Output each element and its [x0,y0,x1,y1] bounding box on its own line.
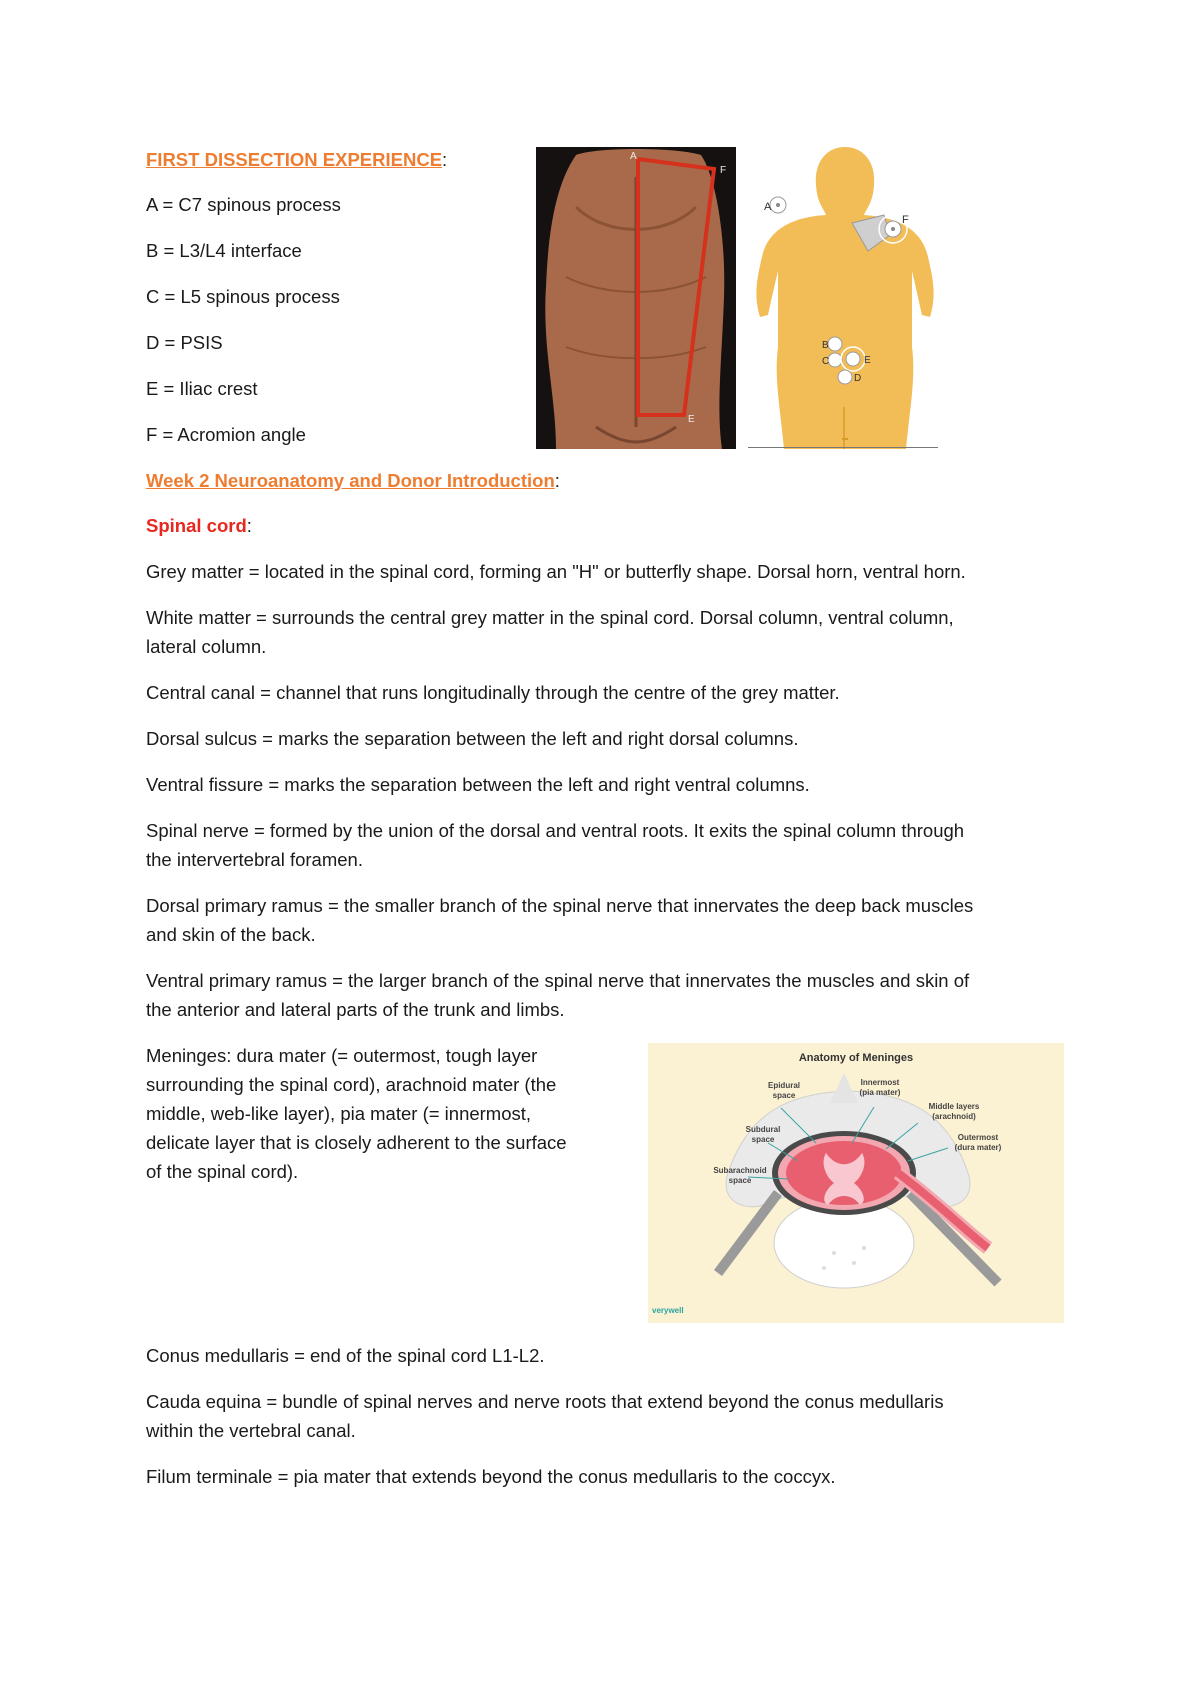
label-outermost-1: Outermost [957,1133,999,1142]
meninges-figure-image [648,1043,1064,1323]
label-subarachnoid-2: space [728,1176,752,1185]
diagram-label-f: F [902,214,909,226]
landmark-body-diagram [752,147,938,449]
ventral-fissure-definition: Ventral fissure = marks the separation between the left and right ventral columns. [146,774,810,795]
photo-label-f: F [720,165,727,176]
label-innermost-1: Innermost [860,1078,900,1087]
meninges-definition-line1: Meninges: dura mater (= outermost, tough layer [146,1045,538,1066]
diagram-baseline [748,447,938,448]
grey-matter-definition: Grey matter = located in the spinal cord, forming an "H" or butterfly shape. Dorsal horn, ventral horn. [146,561,966,582]
label-middle-1: Middle layers [928,1102,980,1111]
photo-label-a: A [630,151,637,162]
photo-label-e: E [688,414,695,425]
meninges-definition-line4: delicate layer that is closely adherent to the surface [146,1132,567,1153]
meninges-definition-line3: middle, web-like layer), pia mater (= innermost, [146,1103,532,1124]
diagram-label-d: D [854,373,862,384]
meninges-figure [648,1043,1064,1323]
spinal-nerve-definition-line2: the intervertebral foramen. [146,849,363,870]
cauda-equina-definition-line1: Cauda equina = bundle of spinal nerves and nerve roots that extend beyond the conus medullaris [146,1391,944,1412]
landmark-item-a: A = C7 spinous process [146,194,341,215]
ventral-ramus-definition-line1: Ventral primary ramus = the larger branch of the spinal nerve that innervates the muscles and skin of [146,970,970,991]
label-epidural-1: Epidural [767,1081,801,1090]
section1-heading-line [146,145,447,175]
landmark-item-d: D = PSIS [146,332,223,353]
conus-medullaris-definition: Conus medullaris = end of the spinal cord L1-L2. [146,1345,545,1366]
diagram-label-a: A [764,201,772,213]
diagram-label-e: E [864,355,871,366]
label-middle-2: (arachnoid) [932,1112,976,1121]
spinal-nerve-definition-line1: Spinal nerve = formed by the union of the dorsal and ventral roots. It exits the spinal column through [146,820,965,841]
spinal-cord-heading-colon: : [246,515,252,536]
back-photo [536,147,736,449]
spinal-cord-heading: Spinal cord [146,515,247,536]
section1-heading: FIRST DISSECTION EXPERIENCE [146,149,443,170]
dorsal-sulcus-definition: Dorsal sulcus = marks the separation between the left and right dorsal columns. [146,728,799,749]
back-photo-image [536,147,736,449]
label-epidural-2: space [772,1091,796,1100]
filum-terminale-definition: Filum terminale = pia mater that extends beyond the conus medullaris to the coccyx. [146,1466,836,1487]
white-matter-definition-line1: White matter = surrounds the central grey matter in the spinal cord. Dorsal column, ventral column, [146,607,954,628]
white-matter-definition-line2: lateral column. [146,636,267,657]
central-canal-definition: Central canal = channel that runs longitudinally through the centre of the grey matter. [146,682,840,703]
diagram-label-c: C [822,356,830,367]
label-innermost-2: (pia mater) [859,1088,901,1097]
landmark-item-e: E = Iliac crest [146,378,258,399]
section1-heading-colon: : [442,149,448,170]
label-outermost-2: (dura mater) [954,1143,1002,1152]
cauda-equina-definition-line2: within the vertebral canal. [146,1420,356,1441]
verywell-logo: verywell [652,1306,684,1315]
section2-heading-colon: : [554,470,560,491]
dorsal-ramus-definition-line1: Dorsal primary ramus = the smaller branch of the spinal nerve that innervates the deep back muscles [146,895,974,916]
spinal-cord-heading-line [146,511,252,541]
ventral-ramus-definition-line2: the anterior and lateral parts of the trunk and limbs. [146,999,565,1020]
meninges-definition-line5: of the spinal cord). [146,1161,299,1182]
landmark-item-f: F = Acromion angle [146,424,306,445]
body-diagram-image [752,147,938,449]
section2-heading: Week 2 Neuroanatomy and Donor Introduction [146,470,555,491]
meninges-definition-line2: surrounding the spinal cord), arachnoid mater (the [146,1074,557,1095]
dorsal-ramus-definition-line2: and skin of the back. [146,924,316,945]
meninges-figure-title: Anatomy of Meninges [798,1052,914,1064]
label-subdural-1: Subdural [745,1125,781,1134]
section2-heading-line [146,466,560,496]
label-subarachnoid-1: Subarachnoid [713,1166,767,1175]
diagram-label-b: B [822,340,829,351]
landmark-item-c: C = L5 spinous process [146,286,340,307]
label-subdural-2: space [751,1135,775,1144]
landmark-item-b: B = L3/L4 interface [146,240,302,261]
